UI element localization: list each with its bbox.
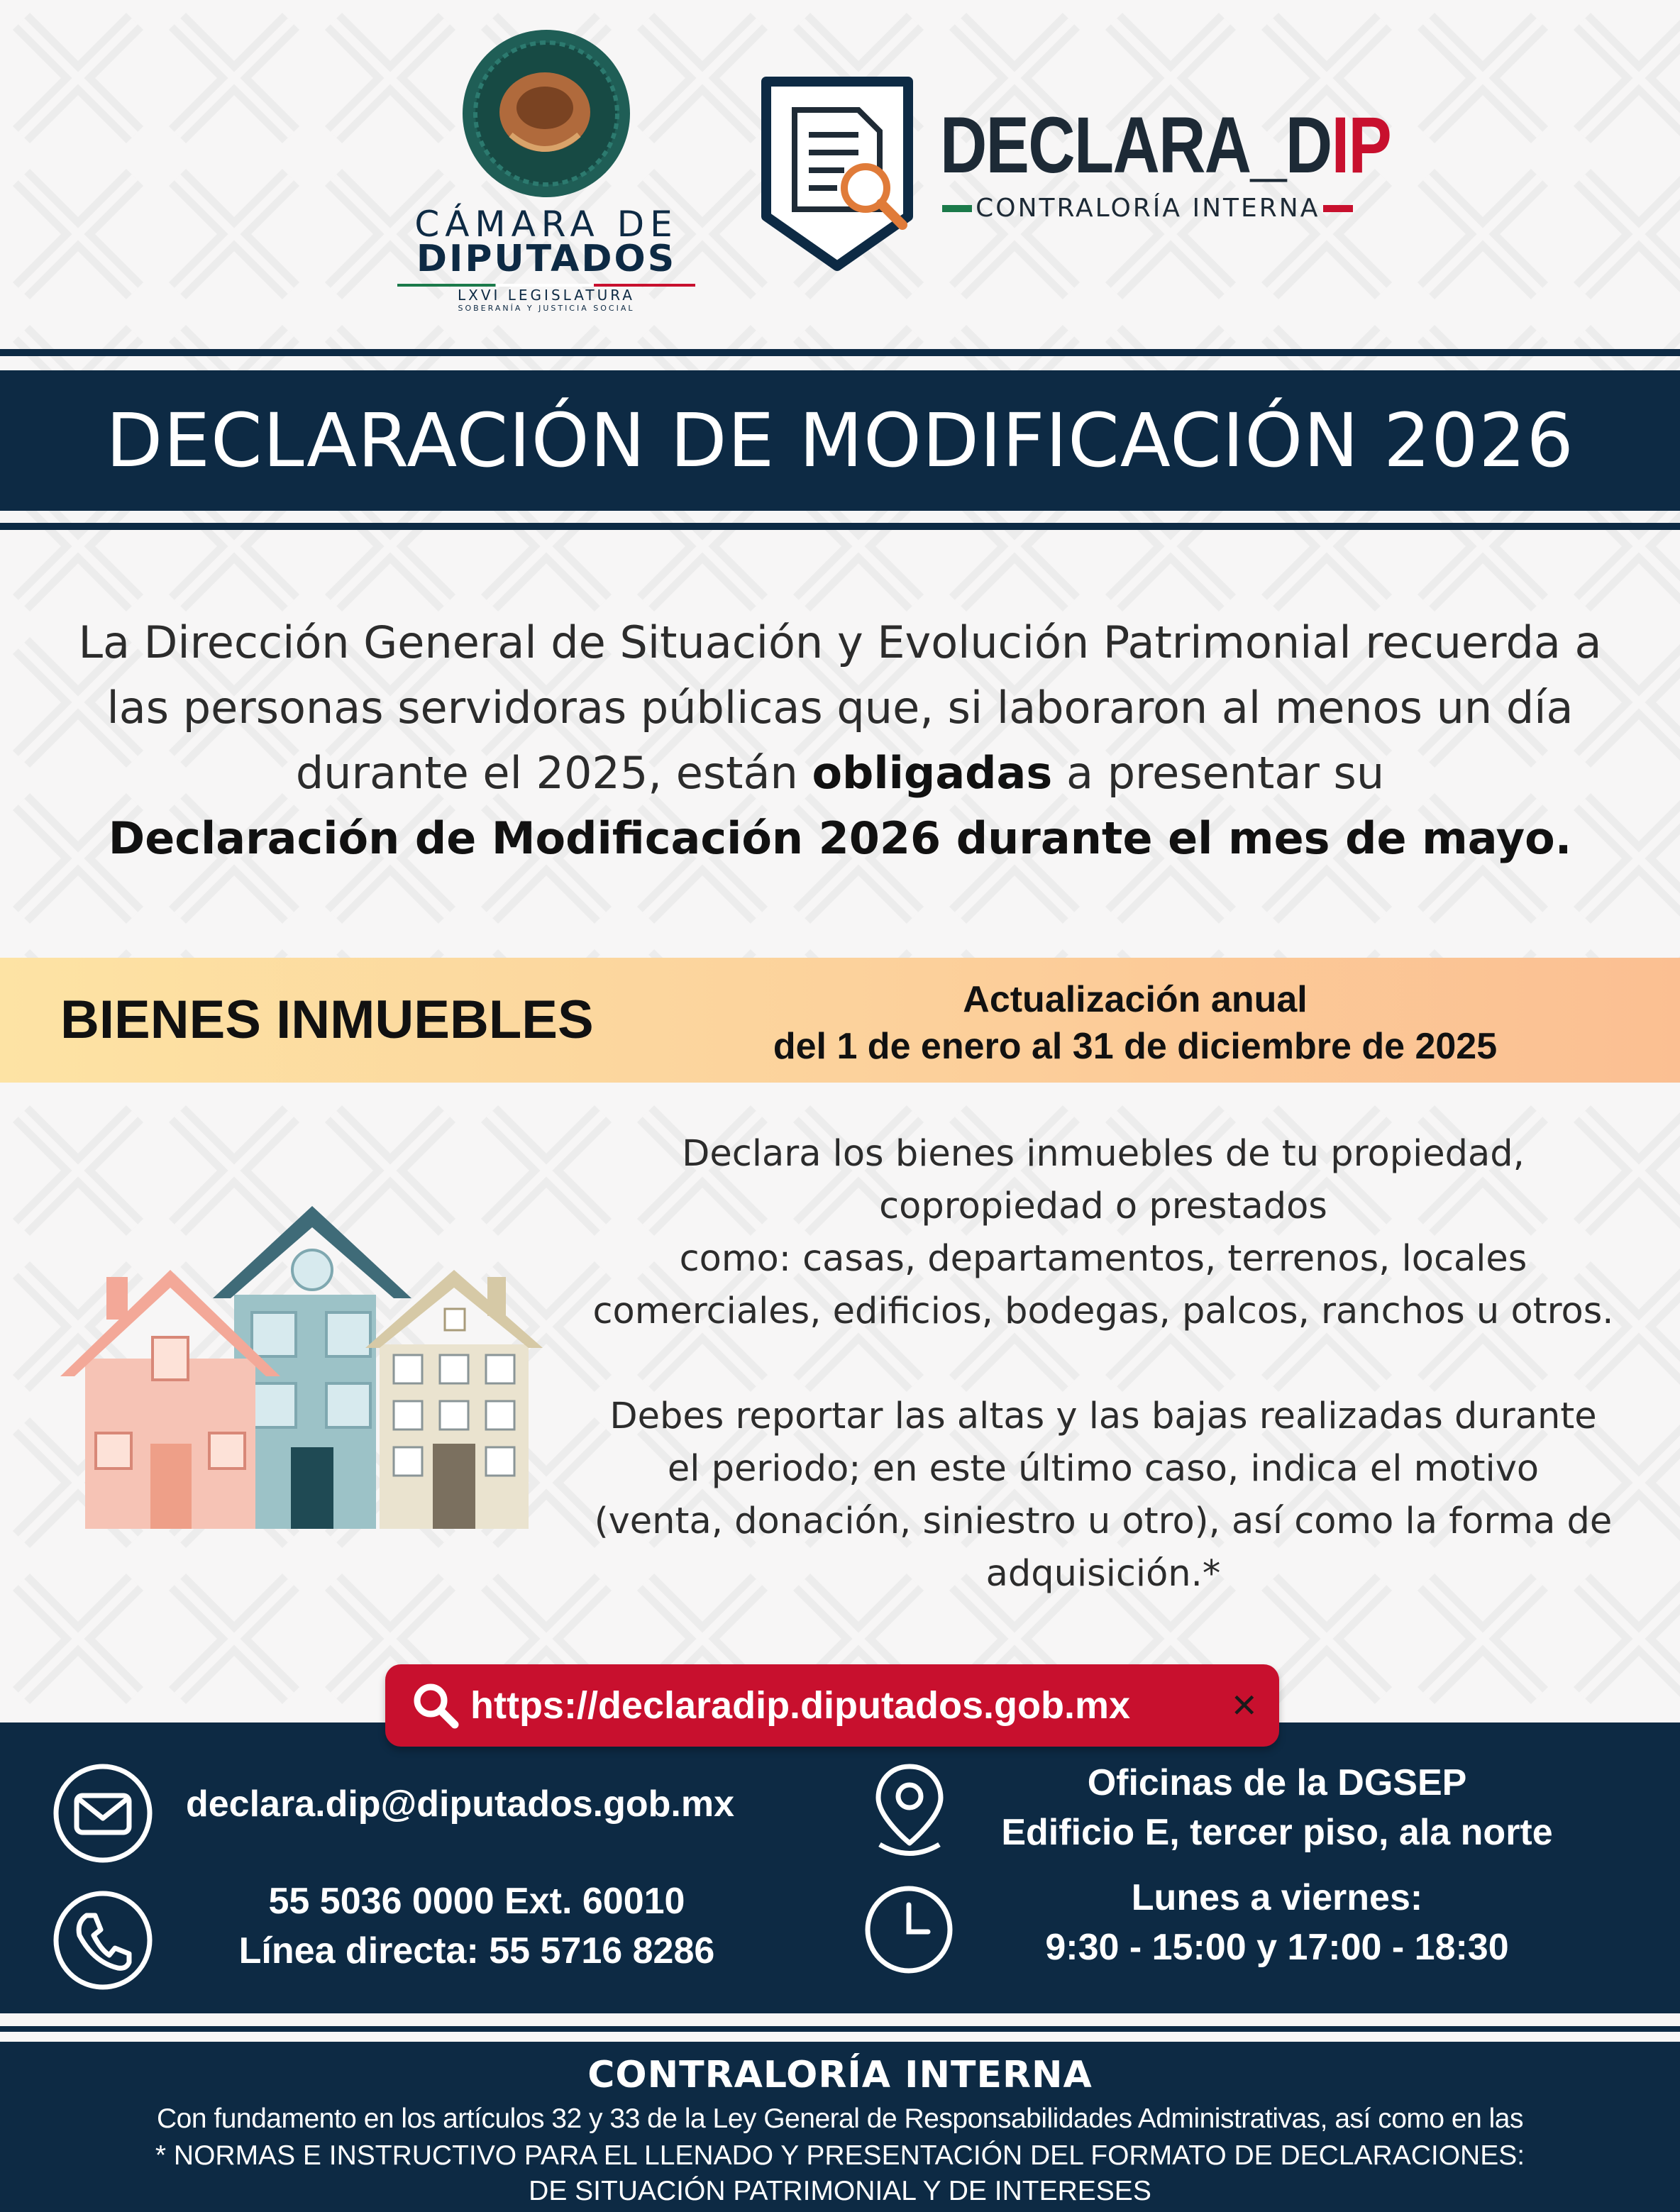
office-line1: Oficinas de la DGSEP bbox=[1087, 1762, 1467, 1803]
p1-line1: Declara los bienes inmuebles de tu propiedad, bbox=[682, 1133, 1525, 1175]
intro-paragraph bbox=[0, 610, 1680, 871]
location-pin-icon bbox=[867, 1759, 952, 1862]
intro-line2: las personas servidoras públicas que, si laboraron al menos un día bbox=[106, 682, 1574, 734]
phone-line2[interactable]: Línea directa: 55 5716 8286 bbox=[238, 1930, 715, 1972]
intro-line3 bbox=[0, 741, 1680, 806]
p2-line3: (venta, donación, siniestro u otro), así como la forma de bbox=[594, 1500, 1613, 1542]
camara-line1: CÁMARA DE bbox=[414, 204, 678, 245]
camara-line2: DIPUTADOS bbox=[416, 238, 677, 280]
banner-title: DECLARACIÓN DE MODIFICACIÓN 2026 bbox=[106, 397, 1574, 484]
search-icon bbox=[411, 1681, 460, 1730]
p2-line4: adquisición.* bbox=[985, 1553, 1221, 1595]
p2-line2: el periodo; en este último caso, indica el motivo bbox=[667, 1448, 1540, 1490]
section-period bbox=[695, 976, 1575, 1070]
camara-line3: LXVI LEGISLATURA bbox=[457, 287, 635, 304]
office-line2: Edificio E, tercer piso, ala norte bbox=[1001, 1812, 1553, 1853]
banner-top-line bbox=[0, 349, 1680, 356]
mail-icon bbox=[51, 1762, 155, 1865]
camara-line4: SOBERANÍA Y JUSTICIA SOCIAL bbox=[458, 304, 635, 313]
camara-de-diputados-logo bbox=[383, 28, 709, 312]
hours-line1: Lunes a viernes: bbox=[1131, 1877, 1423, 1918]
beige-house bbox=[365, 1270, 543, 1529]
section-heading: BIENES INMUEBLES bbox=[60, 990, 594, 1050]
camara-seal-icon bbox=[383, 28, 709, 199]
clock-icon bbox=[863, 1884, 955, 1976]
red-stripe bbox=[1323, 205, 1353, 212]
declara-subtitle: CONTRALORÍA INTERNA bbox=[976, 194, 1320, 223]
p1-line4: comerciales, edificios, bodegas, palcos, ranchos u otros. bbox=[592, 1290, 1614, 1332]
phone-icon bbox=[51, 1889, 155, 1992]
declara-subtitle-row bbox=[942, 194, 1353, 229]
declara-title-main: DECLARA_D bbox=[940, 101, 1332, 189]
period-line2: del 1 de enero al 31 de diciembre de 2025 bbox=[773, 1026, 1498, 1067]
url-bar[interactable] bbox=[385, 1664, 1279, 1747]
declara-title-accent: IP bbox=[1331, 101, 1391, 189]
hours-line2: 9:30 - 15:00 y 17:00 - 18:30 bbox=[1045, 1927, 1509, 1968]
contact-email[interactable]: declara.dip@diputados.gob.mx bbox=[186, 1784, 735, 1825]
footer-line1: Con fundamento en los artículos 32 y 33 de la Ley General de Responsabilidades Administrativas, así como en las bbox=[157, 2103, 1523, 2134]
contact-hours bbox=[958, 1873, 1596, 1972]
phone-line1[interactable]: 55 5036 0000 Ext. 60010 bbox=[268, 1881, 685, 1922]
p2-line1: Debes reportar las altas y las bajas realizadas durante bbox=[609, 1395, 1597, 1437]
footer bbox=[0, 2042, 1680, 2212]
contact-phone bbox=[186, 1876, 768, 1976]
intro-line3-a: durante el 2025, están bbox=[295, 747, 812, 799]
intro-line3-bold: obligadas bbox=[812, 747, 1053, 799]
intro-line4: Declaración de Modificación 2026 durante el mes de mayo. bbox=[108, 812, 1572, 864]
document-magnifier-icon bbox=[752, 67, 922, 273]
footer-title: CONTRALORÍA INTERNA bbox=[587, 2054, 1093, 2096]
body-paragraph-1 bbox=[578, 1128, 1628, 1338]
body-paragraph-2 bbox=[578, 1390, 1628, 1600]
footer-divider bbox=[0, 2026, 1680, 2032]
banner-bottom-line bbox=[0, 523, 1680, 530]
houses-illustration bbox=[53, 1199, 550, 1532]
url-link[interactable]: https://declaradip.diputados.gob.mx bbox=[470, 1684, 1131, 1727]
footer-line3: DE SITUACIÓN PATRIMONIAL Y DE INTERESES bbox=[529, 2176, 1151, 2206]
p1-line2: copropiedad o prestados bbox=[879, 1185, 1327, 1227]
intro-line3-b: a presentar su bbox=[1052, 747, 1385, 799]
title-banner bbox=[0, 370, 1680, 511]
intro-line1: La Dirección General de Situación y Evolución Patrimonial recuerda a bbox=[78, 616, 1602, 668]
declara-title bbox=[940, 103, 1391, 188]
section-band bbox=[0, 958, 1680, 1083]
p1-line3: como: casas, departamentos, terrenos, locales bbox=[679, 1238, 1527, 1280]
contact-office bbox=[958, 1758, 1596, 1857]
footer-line2: * NORMAS E INSTRUCTIVO PARA EL LLENADO Y PRESENTACIÓN DEL FORMATO DE DECLARACIONES: bbox=[155, 2140, 1525, 2171]
period-line1: Actualización anual bbox=[963, 979, 1308, 1020]
declara-dip-logo bbox=[752, 67, 1391, 280]
green-stripe bbox=[942, 205, 972, 212]
close-icon[interactable]: ✕ bbox=[1230, 1686, 1258, 1725]
